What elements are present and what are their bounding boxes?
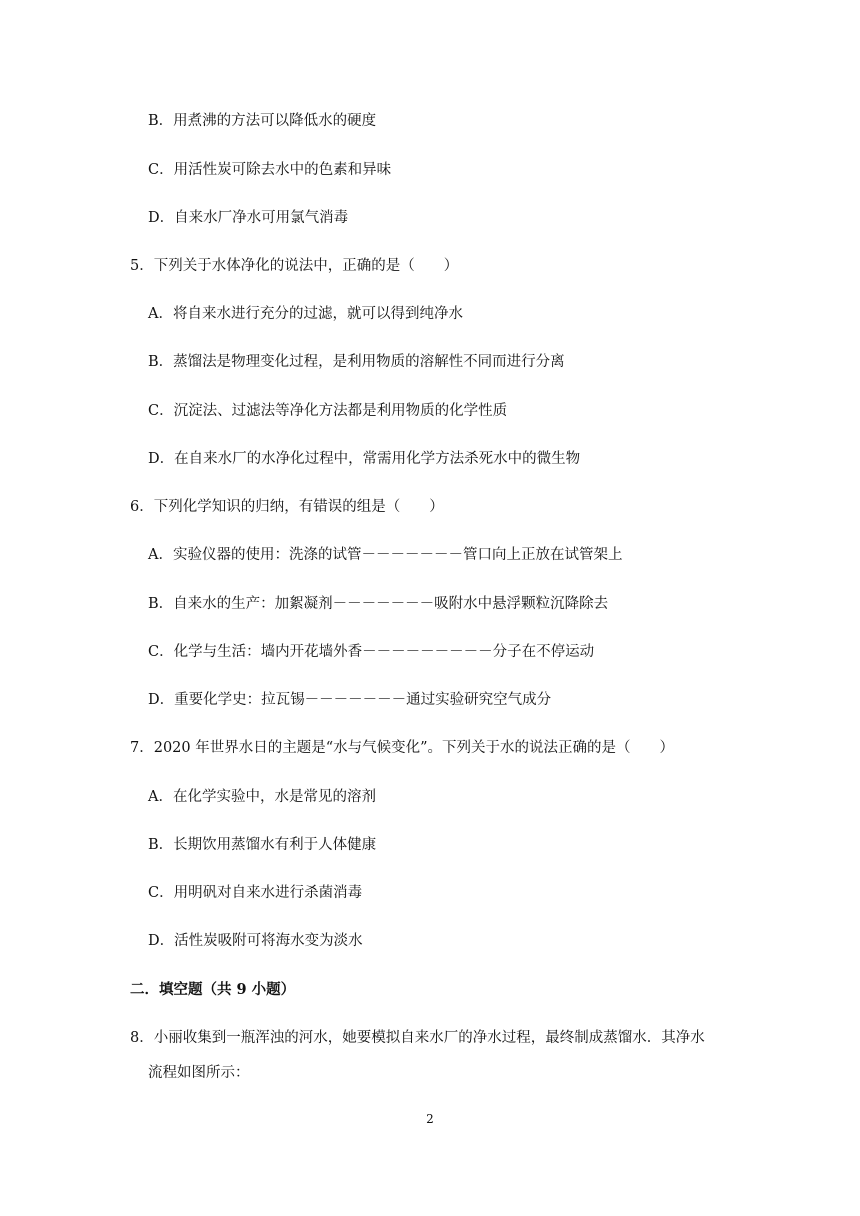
q8-stem-line2: 流程如图所示： [148,1065,250,1081]
q4-option-d: D．自来水厂净水可用氯气消毒 [148,210,349,226]
q8-stem-line1: 8．小丽收集到一瓶浑浊的河水，她要模拟自来水厂的净水过程，最终制成蒸馏水．其净水 [130,1030,705,1046]
q5-stem: 5．下列关于水体净化的说法中，正确的是（ ） [130,258,459,274]
q4-option-c: C．用活性炭可除去水中的色素和异味 [148,162,392,178]
q6-option-b: B．自来水的生产：加絮凝剂－－－－－－－吸附水中悬浮颗粒沉降除去 [148,596,609,612]
q7-option-d: D．活性炭吸附可将海水变为淡水 [148,933,363,949]
q4-option-b: B．用煮沸的方法可以降低水的硬度 [148,113,377,129]
q6-option-a: A．实验仪器的使用：洗涤的试管－－－－－－－管口向上正放在试管架上 [148,547,623,563]
q7-option-c: C．用明矾对自来水进行杀菌消毒 [148,885,363,901]
q5-option-d: D．在自来水厂的水净化过程中，常需用化学方法杀死水中的微生物 [148,451,581,467]
q7-option-a: A．在化学实验中，水是常见的溶剂 [148,789,376,805]
q7-stem: 7．2020 年世界水日的主题是“水与气候变化”。下列关于水的说法正确的是（ ） [130,740,675,756]
q6-option-c: C．化学与生活：墙内开花墙外香－－－－－－－－－分子在不停运动 [148,644,595,660]
q5-option-a: A．将自来水进行充分的过滤，就可以得到纯净水 [148,306,463,322]
q5-option-c: C．沉淀法、过滤法等净化方法都是利用物质的化学性质 [148,403,508,419]
section-heading: 二．填空题（共 9 小题） [130,981,296,998]
q6-stem: 6．下列化学知识的归纳，有错误的组是（ ） [130,499,444,515]
page-number: 2 [426,1112,434,1126]
q6-option-d: D．重要化学史：拉瓦锡－－－－－－－通过实验研究空气成分 [148,692,552,708]
q7-option-b: B．长期饮用蒸馏水有利于人体健康 [148,837,377,853]
q5-option-b: B．蒸馏法是物理变化过程，是利用物质的溶解性不同而进行分离 [148,354,565,370]
